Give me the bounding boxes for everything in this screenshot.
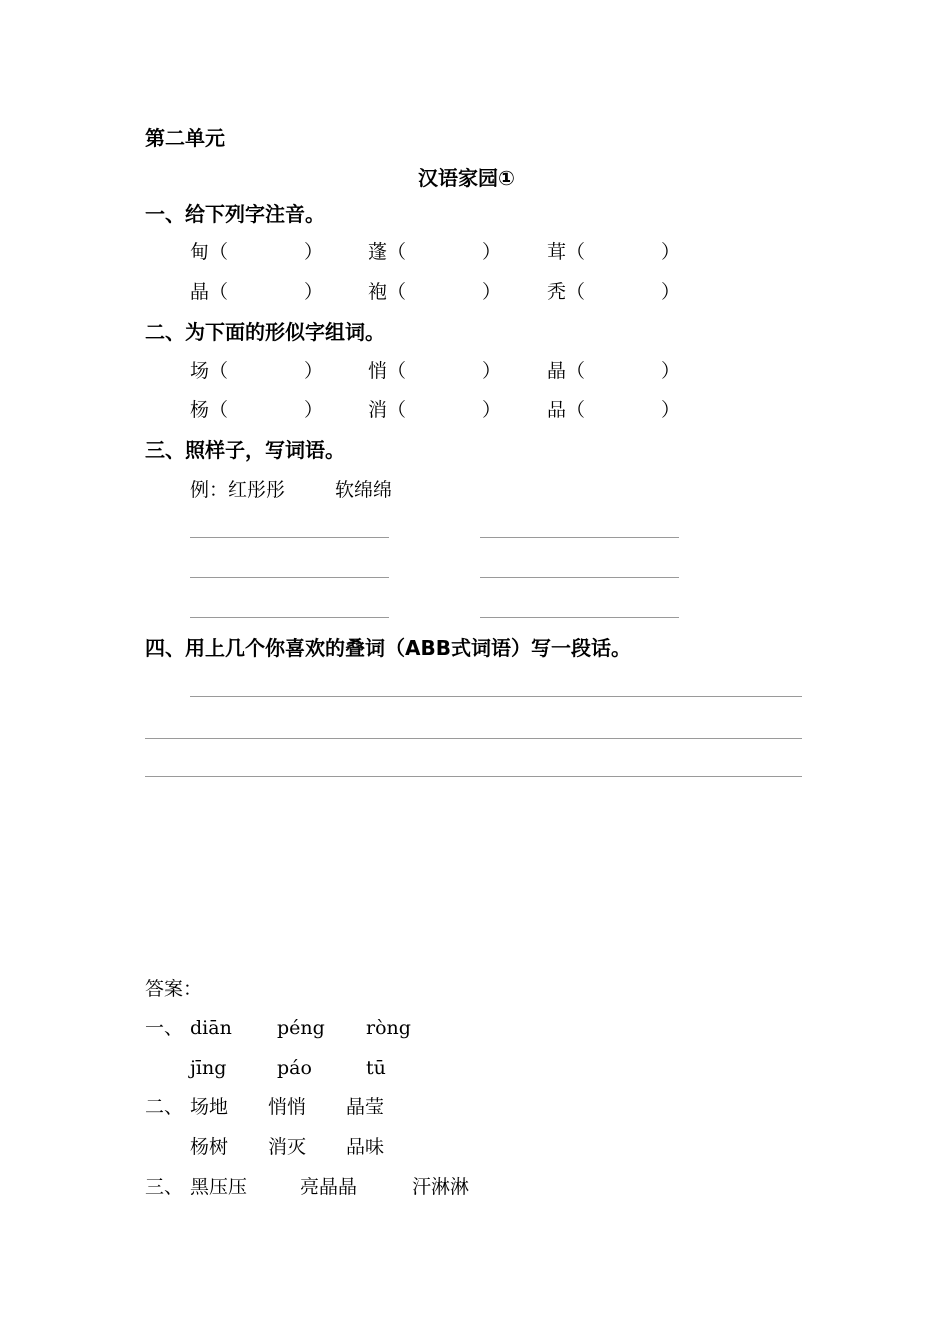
- answer-blank[interactable]: [190, 617, 389, 618]
- answer-label: 三、: [145, 1176, 184, 1198]
- answer-blank[interactable]: [190, 577, 389, 578]
- writing-line[interactable]: [145, 738, 802, 739]
- q2-heading: 二、为下面的形似字组词。: [145, 320, 385, 344]
- unit-title: 第二单元: [145, 126, 225, 150]
- word-answer: 亮晶晶: [300, 1176, 358, 1198]
- q1-item: 茸（ ）: [547, 241, 681, 263]
- q2-item: 场（ ）: [190, 360, 324, 382]
- word-answer: 黑压压: [190, 1176, 248, 1198]
- q4-heading: 四、用上几个你喜欢的叠词（ABB式词语）写一段话。: [145, 636, 631, 660]
- q1-item: 甸（ ）: [190, 241, 324, 263]
- pinyin-answer: diān: [190, 1017, 232, 1039]
- word-answer: 悄悄: [268, 1096, 307, 1118]
- pinyin-answer: jīng: [190, 1057, 227, 1079]
- word-answer: 杨树: [190, 1136, 229, 1158]
- answer-blank[interactable]: [190, 537, 389, 538]
- word-answer: 消灭: [268, 1136, 307, 1158]
- word-answer: 场地: [190, 1096, 229, 1118]
- word-answer: 汗淋淋: [412, 1176, 470, 1198]
- writing-line[interactable]: [190, 696, 802, 697]
- q3-example-second: 软绵绵: [335, 479, 393, 501]
- word-answer: 晶莹: [346, 1096, 385, 1118]
- q1-item: 蓬（ ）: [368, 241, 502, 263]
- q2-item: 消（ ）: [368, 399, 502, 421]
- answer-label: 一、: [145, 1017, 184, 1039]
- q2-item: 品（ ）: [547, 399, 681, 421]
- q2-item: 悄（ ）: [368, 360, 502, 382]
- q2-item: 晶（ ）: [547, 360, 681, 382]
- word-answer: 品味: [346, 1136, 385, 1158]
- answer-blank[interactable]: [480, 617, 679, 618]
- q1-heading: 一、给下列字注音。: [145, 202, 325, 226]
- pinyin-answer: tū: [366, 1057, 386, 1079]
- answer-label: 二、: [145, 1096, 184, 1118]
- answer-blank[interactable]: [480, 577, 679, 578]
- answers-title: 答案：: [145, 978, 203, 1000]
- q2-item: 杨（ ）: [190, 399, 324, 421]
- pinyin-answer: péng: [277, 1017, 325, 1039]
- pinyin-answer: ròng: [366, 1017, 411, 1039]
- pinyin-answer: páo: [277, 1057, 312, 1079]
- lesson-title: 汉语家园①: [418, 166, 515, 190]
- q1-item: 秃（ ）: [547, 281, 681, 303]
- writing-line[interactable]: [145, 776, 802, 777]
- q3-heading: 三、照样子，写词语。: [145, 438, 345, 462]
- q1-item: 袍（ ）: [368, 281, 502, 303]
- answer-blank[interactable]: [480, 537, 679, 538]
- q3-example: 例：红彤彤: [190, 479, 286, 501]
- q1-item: 晶（ ）: [190, 281, 324, 303]
